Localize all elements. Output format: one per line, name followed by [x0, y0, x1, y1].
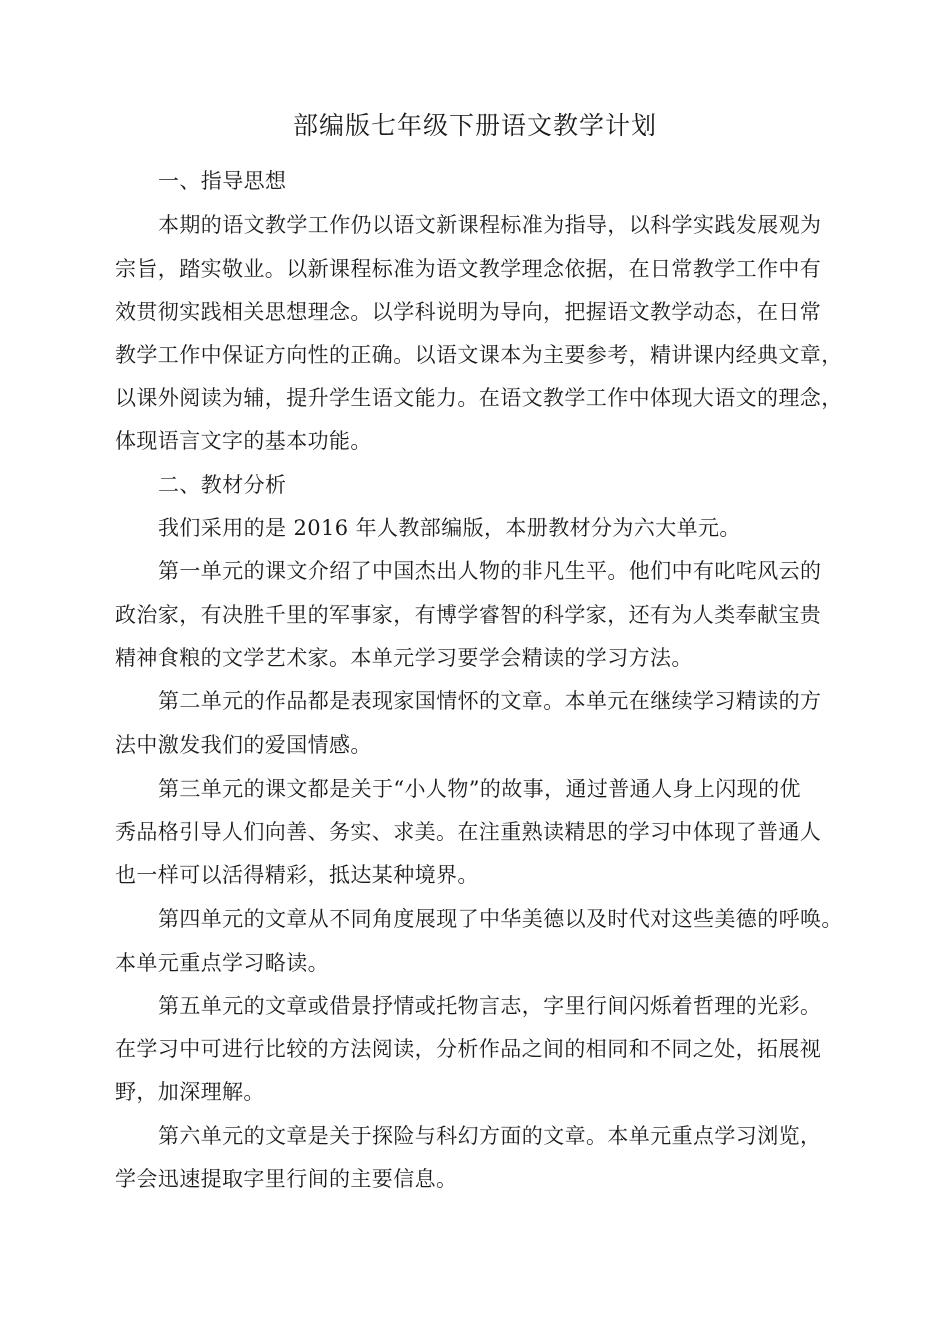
section-heading-guiding-ideology: 一、指导思想 — [158, 169, 287, 193]
paragraph-line: 精神食粮的文学艺术家。本单元学习要学会精读的学习方法。 — [115, 646, 693, 670]
paragraph-line: 第一单元的课文介绍了中国杰出人物的非凡生平。他们中有叱咤风云的 — [158, 559, 822, 583]
paragraph-line: 野，加深理解。 — [115, 1080, 265, 1104]
paragraph-line: 政治家，有决胜千里的军事家，有博学睿智的科学家，还有为人类奉献宝贵 — [115, 603, 822, 627]
paragraph-line: 第三单元的课文都是关于“小人物”的故事，通过普通人身上闪现的优 — [158, 777, 801, 801]
document-title: 部编版七年级下册语文教学计划 — [292, 111, 657, 140]
paragraph-line: 宗旨，踏实敬业。以新课程标准为语文教学理念依据，在日常教学工作中有 — [115, 257, 822, 281]
paragraph-line: 第五单元的文章或借景抒情或托物言志，字里行间闪烁着哲理的光彩。 — [158, 994, 822, 1018]
paragraph-line: 法中激发我们的爱国情感。 — [115, 733, 372, 757]
paragraph-line: 第二单元的作品都是表现家国情怀的文章。本单元在继续学习精读的方 — [158, 689, 822, 713]
paragraph-line: 学会迅速提取字里行间的主要信息。 — [115, 1167, 458, 1191]
paragraph-line: 效贯彻实践相关思想理念。以学科说明为导向，把握语文教学动态，在日常 — [115, 300, 822, 324]
paragraph-line: 本期的语文教学工作仍以语文新课程标准为指导，以科学实践发展观为 — [158, 213, 822, 237]
paragraph-line: 第四单元的文章从不同角度展现了中华美德以及时代对这些美德的呼唤。 — [158, 907, 843, 931]
paragraph-line: 也一样可以活得精彩，抵达某种境界。 — [115, 863, 479, 887]
paragraph-line: 以课外阅读为辅，提升学生语文能力。在语文教学工作中体现大语文的理念， — [115, 386, 843, 410]
paragraph-line: 第六单元的文章是关于探险与科幻方面的文章。本单元重点学习浏览， — [158, 1124, 822, 1148]
paragraph-line: 体现语言文字的基本功能。 — [115, 429, 372, 453]
paragraph-line: 在学习中可进行比较的方法阅读，分析作品之间的相同和不同之处，拓展视 — [115, 1037, 822, 1061]
paragraph-line: 本单元重点学习略读。 — [115, 951, 329, 975]
section-heading-textbook-analysis: 二、教材分析 — [158, 473, 287, 497]
paragraph-line: 我们采用的是 2016 年人教部编版，本册教材分为六大单元。 — [158, 516, 741, 540]
paragraph-line: 教学工作中保证方向性的正确。以语文课本为主要参考，精讲课内经典文章， — [115, 343, 843, 367]
paragraph-line: 秀品格引导人们向善、务实、求美。在注重熟读精思的学习中体现了普通人 — [115, 820, 822, 844]
